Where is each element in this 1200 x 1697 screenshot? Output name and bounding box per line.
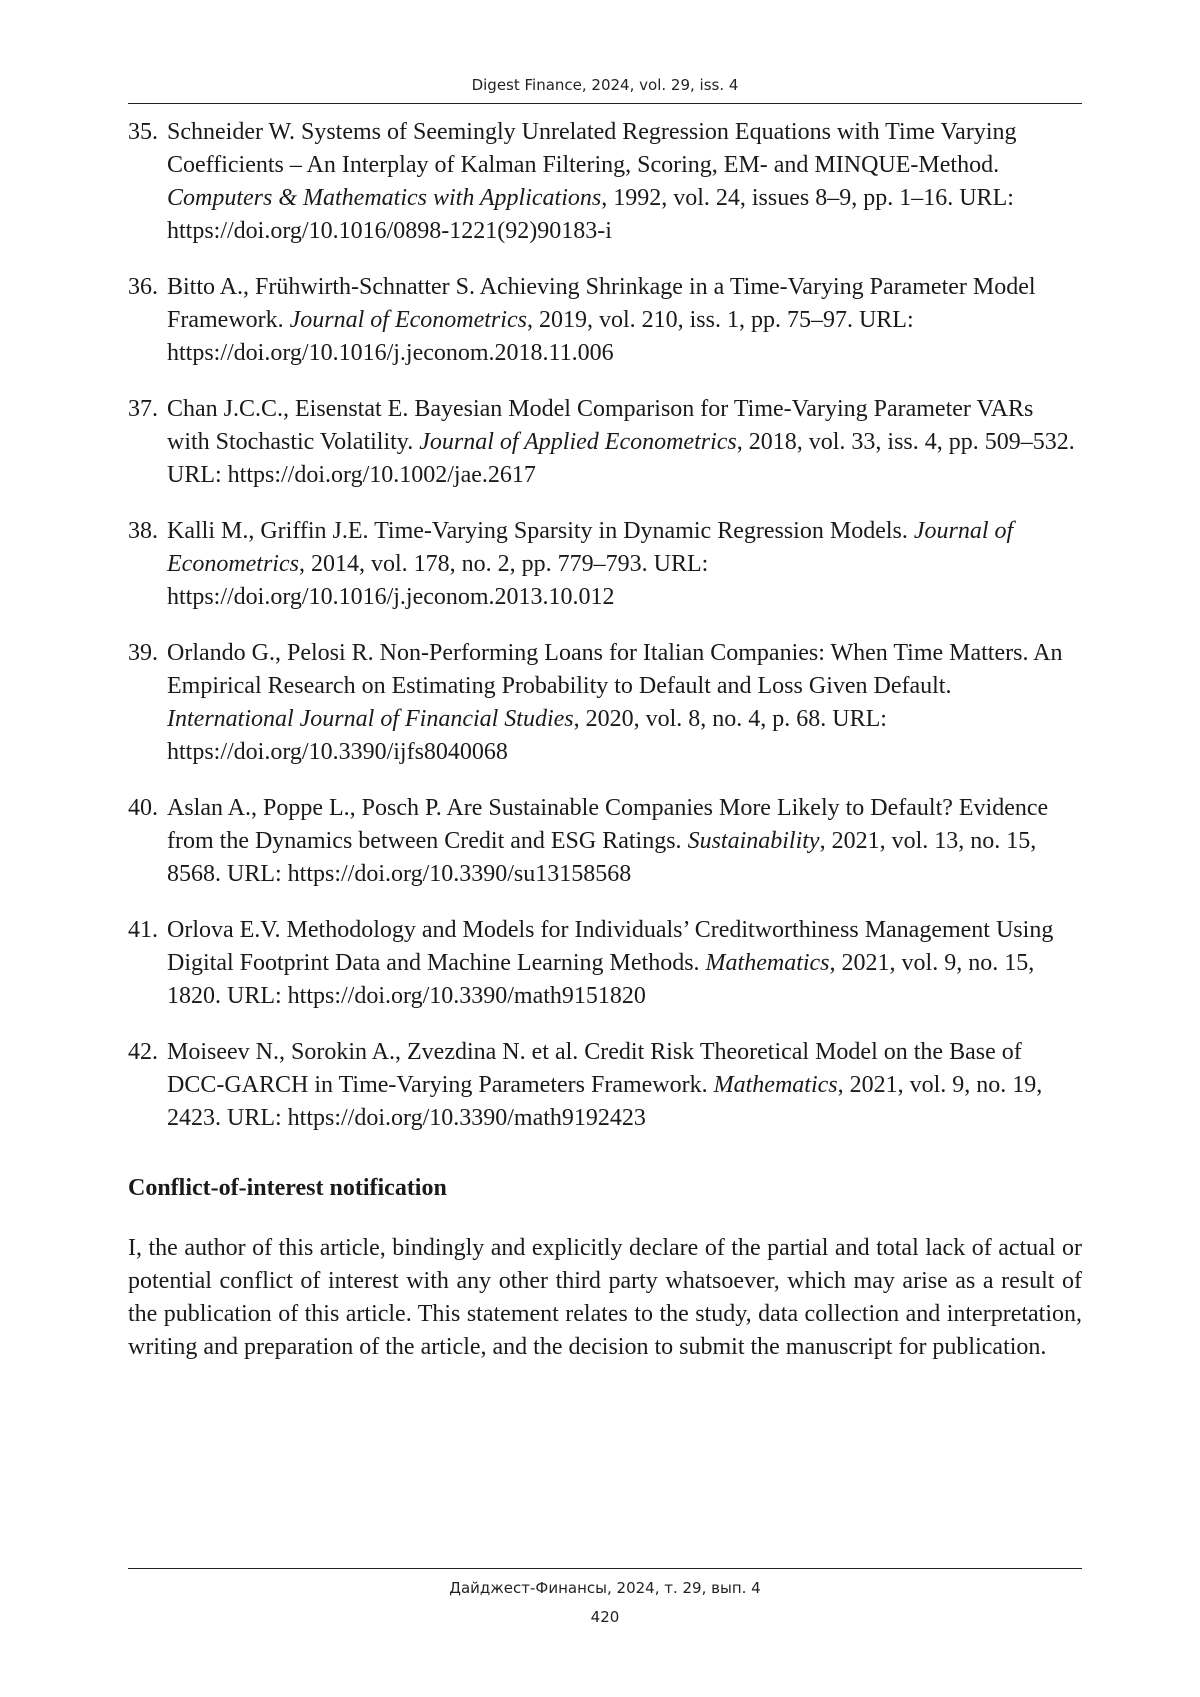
reference-text [167,914,1082,1013]
reference-authors-title: Schneider W. Systems of Seemingly Unrelated Regression Equations with Time Varying Coefficients – An Interplay of Kalman Filtering, Scoring, EM- and MINQUE-Method. [167,119,1017,178]
reference-details: , 2021, vol. 13, no. 15, 8568. URL: https://doi.org/10.3390/su13158568 [167,828,1037,887]
reference-authors-title: Bitto A., Frühwirth-Schnatter S. Achieving Shrinkage in a Time-Varying Parameter Model Framework. [167,274,1036,333]
reference-journal: Journal of Econometrics [167,518,1014,577]
reference-text [167,116,1082,248]
reference-number: 42. [128,1039,158,1065]
conflict-statement: I, the author of this article, bindingly and explicitly declare of the partial and total lack of actual or potential conflict of interest with any other third party whatsoever, which may arise as a result of the publication of this article. This statement relates to the study, data collection and interpretation, writing and preparation of the article, and the decision to submit the manuscript for publication. [128,1235,1082,1360]
reference-details: , 2020, vol. 8, no. 4, p. 68. URL: https://doi.org/10.3390/ijfs8040068 [167,706,887,765]
reference-authors-title: Orlova E.V. Methodology and Models for Individuals’ Creditworthiness Management Using Digital Footprint Data and Machine Learning Methods. [167,917,1054,976]
reference-journal: Computers & Mathematics with Applications [167,185,602,211]
reference-authors-title: Moiseev N., Sorokin A., Zvezdina N. et al. Credit Risk Theoretical Model on the Base of DCC-GARCH in Time-Varying Parameters Framework. [167,1039,1022,1098]
reference-text [167,515,1082,614]
section-heading: Conflict-of-interest notification [128,1175,447,1201]
reference-item [128,116,1082,248]
reference-details: , 2021, vol. 9, no. 15, 1820. URL: https://doi.org/10.3390/math9151820 [167,950,1035,1009]
reference-journal: Journal of Econometrics [289,307,527,333]
reference-item [128,792,1082,891]
reference-text [167,1036,1082,1135]
reference-number: 35. [128,119,158,145]
reference-text [167,637,1082,769]
reference-item [128,914,1082,1013]
running-header: Digest Finance, 2024, vol. 29, iss. 4 [471,76,739,94]
reference-authors-title: Kalli M., Griffin J.E. Time-Varying Sparsity in Dynamic Regression Models. [167,518,914,544]
reference-text [167,792,1082,891]
reference-number: 36. [128,274,158,300]
running-footer: Дайджест-Финансы, 2024, т. 29, вып. 4 [449,1579,761,1597]
reference-item [128,637,1082,769]
reference-item [128,515,1082,614]
reference-details: , 2021, vol. 9, no. 19, 2423. URL: https://doi.org/10.3390/math9192423 [167,1072,1043,1131]
reference-item [128,1036,1082,1135]
header-rule [128,103,1082,104]
reference-details: , 2014, vol. 178, no. 2, pp. 779–793. URL: https://doi.org/10.1016/j.jeconom.2013.10.012 [167,551,709,610]
reference-details: , 2019, vol. 210, iss. 1, pp. 75–97. URL: https://doi.org/10.1016/j.jeconom.2018.11.006 [167,307,914,366]
reference-journal: Mathematics [705,950,830,976]
reference-authors-title: Aslan A., Poppe L., Posch P. Are Sustainable Companies More Likely to Default? Evidence from the Dynamics between Credit and ESG Ratings. [167,795,1049,854]
reference-item [128,271,1082,370]
reference-details: , 1992, vol. 24, issues 8–9, pp. 1–16. URL: https://doi.org/10.1016/0898-1221(92)90183-i [167,185,1014,244]
reference-text [167,393,1082,492]
reference-journal: Mathematics [713,1072,838,1098]
reference-authors-title: Orlando G., Pelosi R. Non-Performing Loans for Italian Companies: When Time Matters. An Empirical Research on Estimating Probability to Default and Loss Given Default. [167,640,1063,699]
reference-number: 40. [128,795,158,821]
reference-number: 37. [128,396,158,422]
footer-rule [128,1568,1082,1569]
reference-journal: International Journal of Financial Studies [167,706,574,732]
reference-details: , 2018, vol. 33, iss. 4, pp. 509–532. URL: https://doi.org/10.1002/jae.2617 [167,429,1075,488]
reference-number: 38. [128,518,158,544]
reference-item [128,393,1082,492]
reference-text [167,271,1082,370]
reference-number: 39. [128,640,158,666]
page-number: 420 [590,1608,620,1626]
reference-authors-title: Chan J.C.C., Eisenstat E. Bayesian Model Comparison for Time-Varying Parameter VARs with Stochastic Volatility. [167,396,1034,455]
reference-number: 41. [128,917,158,943]
reference-list [128,116,1082,1158]
reference-journal: Sustainability [687,828,820,854]
reference-journal: Journal of Applied Econometrics [419,429,737,455]
